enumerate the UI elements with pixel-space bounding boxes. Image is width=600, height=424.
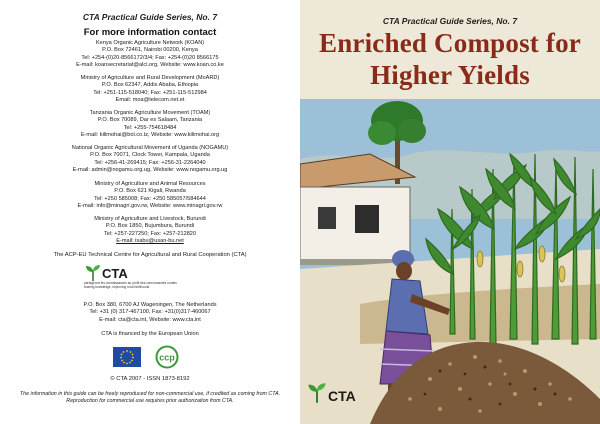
contact-cta: [20, 302, 280, 324]
contact-phone: Tel: +255-754618484: [123, 124, 177, 131]
cta-logo: [306, 382, 366, 412]
disclaimer: [0, 391, 300, 404]
contact-web[interactable]: E-mail: isabu@usan-bu.net: [116, 238, 184, 245]
contact-web: Email: moa@telecom.net.et: [115, 97, 185, 104]
contact-org: National Organic Agricultural Movement of Uganda (NOGAMU): [71, 145, 229, 151]
contact-web: E-mail: admin@nogamu.org.ug, Website: www.nogamu.org.ug: [72, 167, 228, 174]
series-title: CTA Practical Guide Series, No. 7: [382, 16, 518, 26]
contact-burundi: [20, 216, 280, 246]
contact-web: E-mail: info@minagri.gov.rw, Website: www.minagri.gov.rw: [77, 203, 223, 210]
contact-address: P.O. Box 70089, Dar es Salaam, Tanzania: [97, 117, 203, 124]
ccp-logo-text: ccp: [159, 352, 175, 363]
disclaimer-line-1: The information in this guide can be freely reproduced for non-commercial use, if credited as coming from CTA.: [19, 391, 281, 397]
cover-title-line-1: Enriched Compost for: [319, 28, 581, 58]
eu-financing-note: [20, 331, 280, 338]
contact-web: E-mail: cta@cta.int, Website: www.cta.int: [99, 316, 201, 323]
contact-rwanda: [20, 181, 280, 211]
contact-address: P.O. Box 70071, Clock Tower, Kampala, Uganda: [90, 152, 210, 159]
sprout-icon: [306, 382, 328, 404]
cta-logo: [84, 262, 204, 292]
contact-org: Ministry of Agriculture and Rural Development (MoARD): [80, 75, 220, 81]
contact-address: P.O. Box 621 Kigali, Rwanda: [114, 188, 186, 195]
contact-phone: Tel: +254-(0)20-8566172/3/4; Fax: +254-(0)20 8566175: [81, 54, 219, 61]
contact-address: P.O. Box 380, 6700 AJ Wageningen, The Netherlands: [83, 302, 217, 308]
contact-phone: Tel: +31 (0) 317-467100, Fax: +31(0)317-460067: [89, 309, 211, 316]
disclaimer-line-2: Reproduction for commercial use requires prior authorization from CTA.: [66, 397, 234, 404]
contact-phone: Tel: +250 585008; Fax: +250 585057/584644: [94, 195, 206, 202]
contact-phone: Tel: +251-115-518040; Fax: +251-115-512984: [93, 89, 207, 96]
copyright: © CTA 2007 - ISSN 1873-8192: [110, 376, 190, 382]
contact-org: Tanzania Organic Agriculture Movement (TOAM): [89, 110, 211, 116]
contact-toam: [20, 110, 280, 140]
cta-tagline: [84, 281, 204, 289]
contact-phone: Tel: +257-227250; Fax: +257-212820: [103, 230, 197, 237]
series-title: CTA Practical Guide Series, No. 7: [82, 12, 218, 22]
cover-title-line-2: Higher Yields: [370, 60, 530, 90]
contact-address: P.O. Box 62347, Addis Ababa, Ethiopia: [101, 82, 199, 89]
house-illustration: [300, 154, 415, 265]
more-info-heading: For more information contact: [83, 27, 217, 38]
sprout-icon: [84, 264, 102, 282]
cta-tagline-fr: partageons les connaissances au profit des communautés rurales: [84, 281, 177, 285]
cta-logo-text: CTA: [328, 388, 356, 404]
contact-org: Ministry of Agriculture and Animal Resources: [94, 181, 206, 187]
cta-tagline-en: sharing knowledge, improving rural livelihoods: [84, 285, 150, 289]
acp-eu-centre-name: The ACP-EU Technical Centre for Agricultural and Rural Cooperation (CTA): [53, 252, 247, 258]
eu-flag-icon: [113, 347, 141, 367]
contact-moard: [20, 75, 280, 105]
contact-web: E-mail: kilimohai@bol.co.tz, Website: www.kilimohai.org: [80, 132, 220, 139]
cover-illustration: [300, 99, 600, 424]
contact-org: Ministry of Agriculture and Livestock, Burundi: [94, 216, 206, 222]
eu-note-text: CTA is financed by the European Union: [101, 331, 199, 337]
cta-logo-text: CTA: [102, 266, 128, 281]
contact-nogamu: [20, 145, 280, 175]
ccp-logo: [150, 345, 184, 369]
front-cover: [300, 0, 600, 424]
contact-web: E-mail: koansecretariat@alci.org, Website: www.koan.co.ke: [76, 62, 224, 69]
contact-org: Kenya Organic Agriculture Network (KOAN): [95, 40, 205, 46]
contact-address: P.O. Box 1850, Bujumbura, Burundi: [105, 223, 195, 230]
contact-phone: Tel: +256-41-269415; Fax: +256-31-2264040: [94, 159, 206, 166]
contact-koan: [20, 40, 280, 70]
contact-address: P.O. Box 72461, Nairobi 00200, Kenya: [102, 47, 198, 54]
